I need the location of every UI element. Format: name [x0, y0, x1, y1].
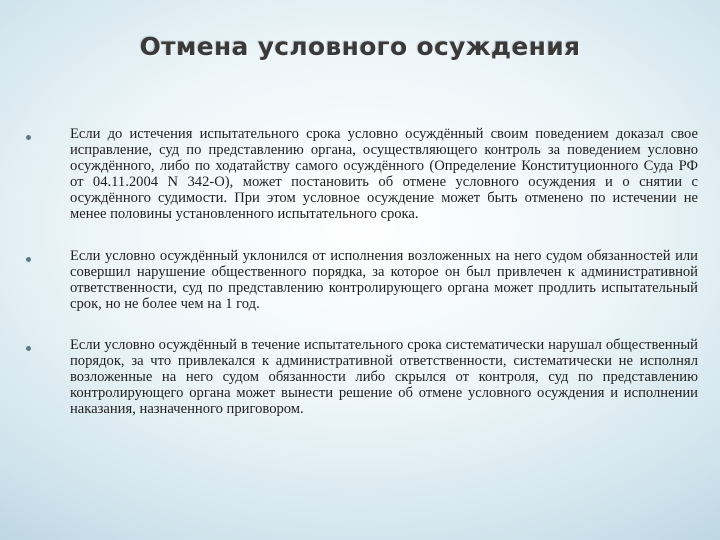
- bullet-dot-icon: [26, 135, 31, 140]
- bullet-text: Если до истечения испытательного срока условно осуждённый своим поведением доказал свое исправление, суд по представлению органа, осуществляющего контроль за поведением условно осуждённого, либо по ходатайству самого осуждённого (Определение Конституционного Суда РФ от 04.11.2004 N 342-О), может постановить об отмене условного осуждения и о снятии с осуждённого судимости. При этом условное осуждение может быть отменено по истечении не менее половины установленного испытательного срока.: [70, 126, 698, 223]
- slide-title: Отмена условного осуждения: [139, 32, 581, 61]
- bullet-dot-icon: [26, 346, 31, 351]
- bullet-item: [26, 248, 698, 312]
- bullet-item: [26, 337, 698, 417]
- bullet-text: Если условно осуждённый уклонился от исполнения возложенных на него судом обязанностей или совершил нарушение общественного порядка, за которое он был привлечен к административной ответственности, суд по представлению контролирующего органа может продлить испытательный срок, но не более чем на 1 год.: [70, 247, 698, 312]
- bullet-text: Если условно осуждённый в течение испытательного срока систематически нарушал общественный порядок, за что привлекался к административной ответственности, систематически не исполнял возложенные на него судом обязанности либо скрылся от контроля, суд по представлению контролирующего органа может вынести решение об отмене условного осуждения и исполнении наказания, назначенного приговором.: [70, 336, 698, 418]
- bullet-list: [26, 126, 698, 417]
- bullet-dot-icon: [26, 257, 31, 262]
- bullet-item: [26, 126, 698, 223]
